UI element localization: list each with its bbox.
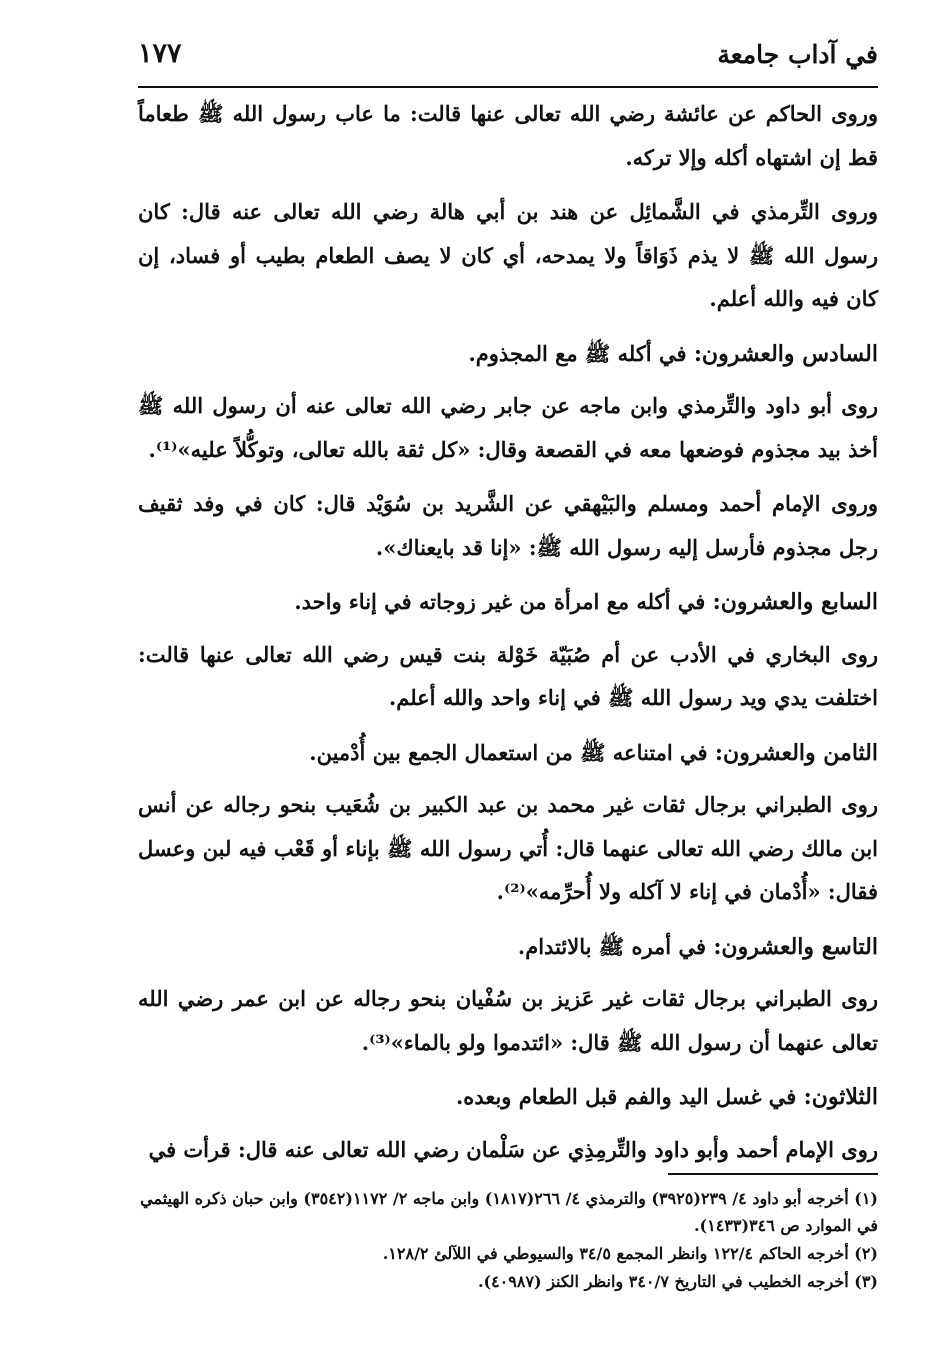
footnote-3: (٣) أخرجه الخطيب في التاريخ ٣٤٠/٧ وانظر الكنز (٤٠٩٨٧). — [477, 1272, 878, 1291]
footnote-2: (٢) أخرجه الحاكم ١٢٢/٤ وانظر المجمع ٣٤/٥ والسيوطي في اللآلئ ١٢٨/٢. — [382, 1244, 878, 1263]
page-number: ١٧٧ — [138, 38, 182, 69]
paragraph-5: روى البخاري في الأدب عن أم صُبَيّة خَوْلة بنت قيس رضي الله تعالى عنها قالت: اختلفت يدي ويد رسول الله ﷺ في إناء واحد والله أعلم. — [138, 641, 878, 710]
footnotes — [132, 1185, 878, 1296]
section-text-29: في أمره ﷺ بالائتدام. — [517, 933, 706, 959]
footnote-1: (١) أخرجه أبو داود ٤/ ٢٣٩(٣٩٢٥) والترمذي ٤/ ٢٦٦(١٨١٧) وابن ماجه ٢/ ١١٧٢(٣٥٤٢) وابن حبان ذكره الهيثمي في الموارد ص ٣٤٦(١٤٣٣). — [140, 1189, 878, 1235]
section-label-28: الثامن والعشرون: — [714, 739, 878, 766]
section-heading-27 — [138, 580, 878, 625]
running-title: في آداب جامعة — [717, 40, 878, 69]
section-heading-29 — [138, 925, 878, 970]
header-rule — [138, 86, 878, 88]
paragraph-2: وروى التِّرمذي في الشَّمائِل عن هند بن أبي هالة رضي الله تعالى عنه قال: كان رسول الله ﷺ لا يذم ذَوَاقاً ولا يمدحه، أي كان لا يصف الطعام بطيب أو فساد، إن كان فيه والله أعلم. — [138, 199, 878, 311]
paragraph-4: وروى الإمام أحمد ومسلم والبَيْهقي عن الشَّريد بن سُوَيْد قال: كان في وفد ثقيف رجل مجذوم فأرسل إليه رسول الله ﷺ: «إنا قد بايعناك». — [138, 491, 878, 560]
section-label-26: السادس والعشرون: — [693, 340, 878, 367]
section-label-29: التاسع والعشرون: — [713, 933, 878, 960]
paragraph-3: روى أبو داود والتِّرمذي وابن ماجه عن جابر رضي الله تعالى عنه أن رسول الله ﷺ أخذ بيد مجذوم فوضعها معه في القصعة وقال: «كل ثقة بالله تعالى، وتوكُّلاً عليه»⁽¹⁾. — [138, 393, 878, 462]
section-heading-28 — [138, 731, 878, 776]
section-label-27: السابع والعشرون: — [712, 589, 878, 615]
section-heading-30 — [138, 1075, 878, 1120]
paragraph-1: وروى الحاكم عن عائشة رضي الله تعالى عنها قالت: ما عاب رسول الله ﷺ طعاماً قط إن اشتهاه أكله وإلا تركه. — [138, 101, 878, 170]
paragraph-8: روى الإمام أحمد وأبو داود والتِّرمِذِي عن سَلْمان رضي الله تعالى عنه قال: قرأت في — [148, 1136, 878, 1162]
page-header — [138, 38, 878, 84]
section-label-30: الثلاثون: — [803, 1084, 878, 1110]
footnote-rule — [668, 1173, 878, 1175]
paragraph-6: روى الطبراني برجال ثقات غير محمد بن عبد الكبير بن شُعَيب بنحو رجاله عن أنس ابن مالك رضي الله تعالى عنهما قال: أُتي رسول الله ﷺ بإناء أو قَعْب فيه لبن وعسل فقال: «أُدْمان في إناء لا آكله ولا أُحرِّمه»⁽²⁾. — [138, 792, 878, 904]
section-text-27: في أكله مع امرأة من غير زوجاته في إناء واحد. — [294, 589, 706, 614]
section-text-30: في غسل اليد والفم قبل الطعام وبعده. — [456, 1084, 797, 1109]
paragraph-7: روى الطبراني برجال ثقات غير عَزيز بن سُفْيان بنحو رجاله عن ابن عمر رضي الله تعالى عنهما أن رسول الله ﷺ قال: «ائتدموا ولو بالماء»⁽³⁾. — [138, 986, 878, 1055]
section-text-28: في امتناعه ﷺ من استعمال الجمع بين أُدْمين. — [309, 739, 708, 765]
section-text-26: في أكله ﷺ مع المجذوم. — [468, 340, 687, 366]
section-heading-26 — [138, 332, 878, 377]
main-text — [138, 92, 878, 1182]
